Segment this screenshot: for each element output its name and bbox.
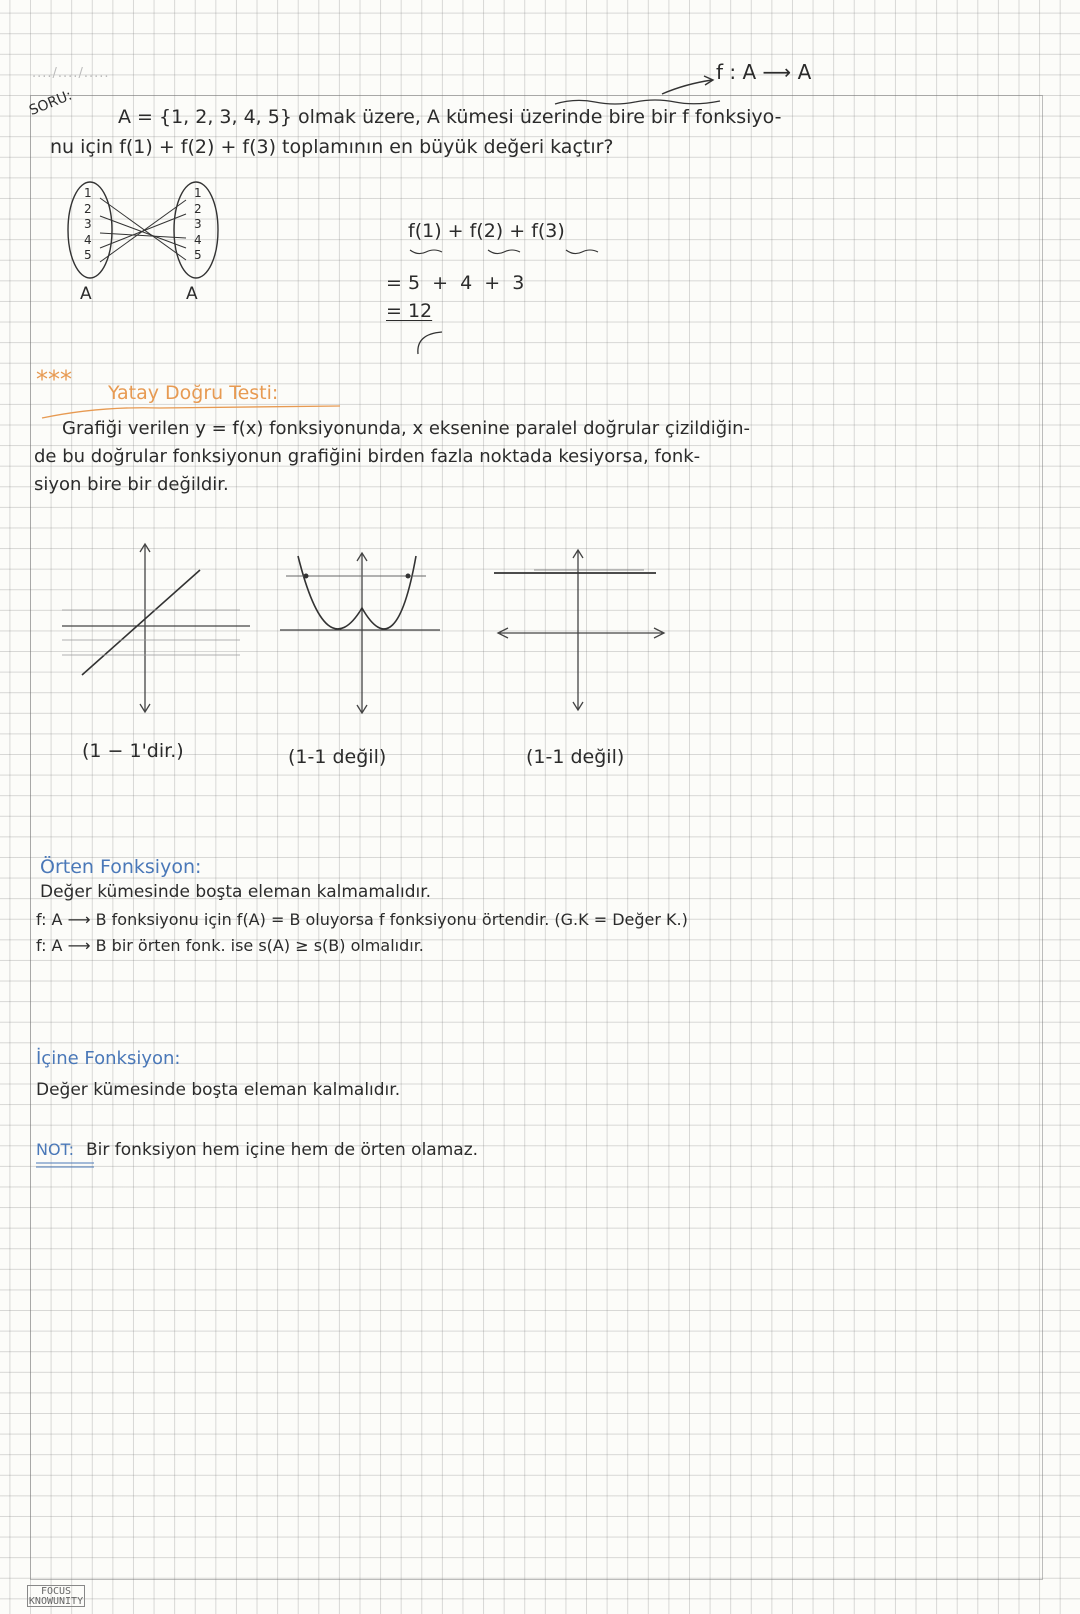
right-set-item: 1 [194,186,202,200]
horizontal-test-line-1: Grafiği verilen y = f(x) fonksiyonunda, x eksenine paralel doğrular çizildiğin- [62,418,751,439]
solution-result: = 12 [386,300,433,322]
horizontal-test-line-2: de bu doğrular fonksiyonun grafiğini birden fazla noktada kesiyorsa, fonk- [34,446,701,467]
note-label: NOT: [36,1140,74,1159]
right-set-item: 4 [194,232,202,247]
graph-caption-3: (1-1 değil) [526,746,625,768]
right-set [194,186,202,264]
left-set-item: 3 [84,217,92,231]
solution-line-1: f(1) + f(2) + f(3) [408,220,565,242]
question-line-1: A = {1, 2, 3, 4, 5} olmak üzere, A kümesi üzerinde bire bir f fonksiyo- [118,106,782,128]
graph-linear [60,540,260,720]
graph-caption-2: (1-1 değil) [288,746,387,768]
graph-constant [494,545,674,715]
star-icon: ⁎⁎⁎ [36,358,72,386]
onto-line-2: f: A ⟶ B fonksiyonu için f(A) = B oluyorsa f fonksiyonu örtendir. (G.K = Değer K.) [36,910,688,929]
right-set-item: 2 [194,201,202,216]
left-set-item: 4 [84,232,92,247]
solution-brackets [408,246,608,258]
graph-caption-1: (1 − 1'dir.) [82,740,184,762]
into-title: İçine Fonksiyon: [36,1048,181,1069]
left-set-item: 5 [84,248,92,262]
onto-line-1: Değer kümesinde boşta eleman kalmamalıdır. [40,882,432,902]
note-underline [34,1160,104,1170]
horizontal-test-line-3: siyon bire bir değildir. [34,474,229,495]
graph-parabola [276,548,446,718]
right-set-label: A [186,284,198,304]
brand-logo: FOCUS KNOWUNITY [28,1586,84,1607]
horizontal-test-title: Yatay Doğru Testi: [108,382,279,404]
left-set [84,186,92,264]
right-set-item: 3 [194,217,202,231]
right-set-item: 5 [194,248,202,262]
solution-line-2: = 5 + 4 + 3 [386,272,525,294]
left-set-item: 1 [84,186,92,200]
into-line-1: Değer kümesinde boşta eleman kalmalıdır. [36,1080,401,1100]
question-label: SORU: [27,87,75,119]
date-line: ..../..../..... [32,66,110,81]
top-note: f : A ⟶ A [716,60,812,84]
left-set-label: A [80,284,92,304]
onto-title: Örten Fonksiyon: [40,856,202,878]
left-set-item: 2 [84,201,92,216]
question-line-2: nu için f(1) + f(2) + f(3) toplamının en büyük değeri kaçtır? [50,136,614,158]
result-check-mark [410,328,460,358]
note-text: Bir fonksiyon hem içine hem de örten olamaz. [86,1140,479,1160]
set-mapping-diagram [60,178,240,318]
onto-line-3: f: A ⟶ B bir örten fonk. ise s(A) ≥ s(B) olmalıdır. [36,936,424,955]
